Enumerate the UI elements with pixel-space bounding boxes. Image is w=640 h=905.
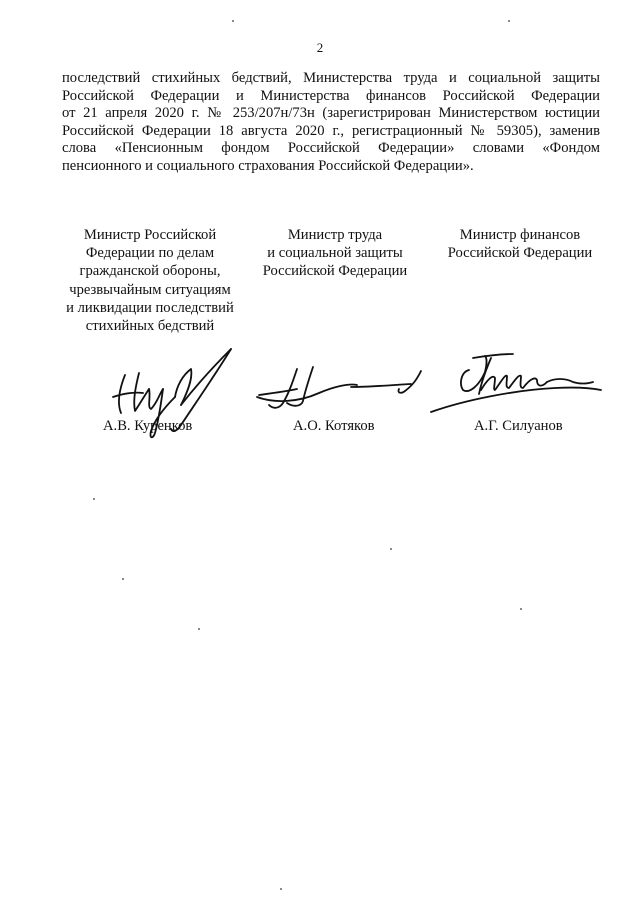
title-line: гражданской обороны, (79, 263, 221, 280)
body-line: последствий стихийных бедствий, Министерства труда и социальной защиты (62, 70, 600, 86)
body-line: пенсионного и социального страхования Российской Федерации». (62, 157, 474, 174)
body-paragraph (62, 70, 600, 176)
scan-speck (390, 548, 392, 550)
title-line: Российской Федерации (262, 263, 408, 280)
scan-speck (520, 608, 522, 610)
title-line: и ликвидации последствий (66, 299, 234, 316)
body-line: Российской Федерации и Министерства финансов Российской Федерации (62, 87, 600, 104)
minister-title-labour (250, 226, 420, 281)
signature-siluanov (425, 350, 605, 420)
scan-speck (508, 20, 510, 22)
title-line: Министр Российской (83, 227, 217, 243)
scan-speck (198, 628, 200, 630)
title-line: Российской Федерации (447, 245, 593, 262)
signature-kotyakov (253, 365, 428, 413)
minister-title-emergency (55, 226, 245, 335)
signatory-name-siluanov: А.Г. Силуанов (474, 418, 563, 434)
scan-speck (280, 888, 282, 890)
body-line: от 21 апреля 2020 г. № 253/207н/73н (зарегистрирован Министерством юстиции (62, 105, 600, 122)
title-line: и социальной защиты (267, 245, 403, 262)
title-line: чрезвычайным ситуациям (69, 281, 231, 298)
title-line: Министр труда (287, 227, 383, 243)
scan-speck (232, 20, 234, 22)
title-line: стихийных бедствий (85, 318, 215, 335)
signatory-name-kotyakov: А.О. Котяков (293, 418, 375, 434)
scan-speck (122, 578, 124, 580)
body-line: слова «Пенсионным фондом Российской Федерации» словами «Фондом (62, 140, 600, 157)
body-line: Российской Федерации 18 августа 2020 г., регистрационный № 59305), заменив (62, 122, 600, 139)
scan-speck (93, 498, 95, 500)
signatory-name-kurenkov: А.В. Куренков (103, 418, 193, 434)
page-number: 2 (316, 40, 324, 55)
title-line: Министр финансов (459, 227, 581, 243)
title-line: Федерации по делам (85, 245, 215, 262)
minister-title-finance (430, 226, 610, 262)
